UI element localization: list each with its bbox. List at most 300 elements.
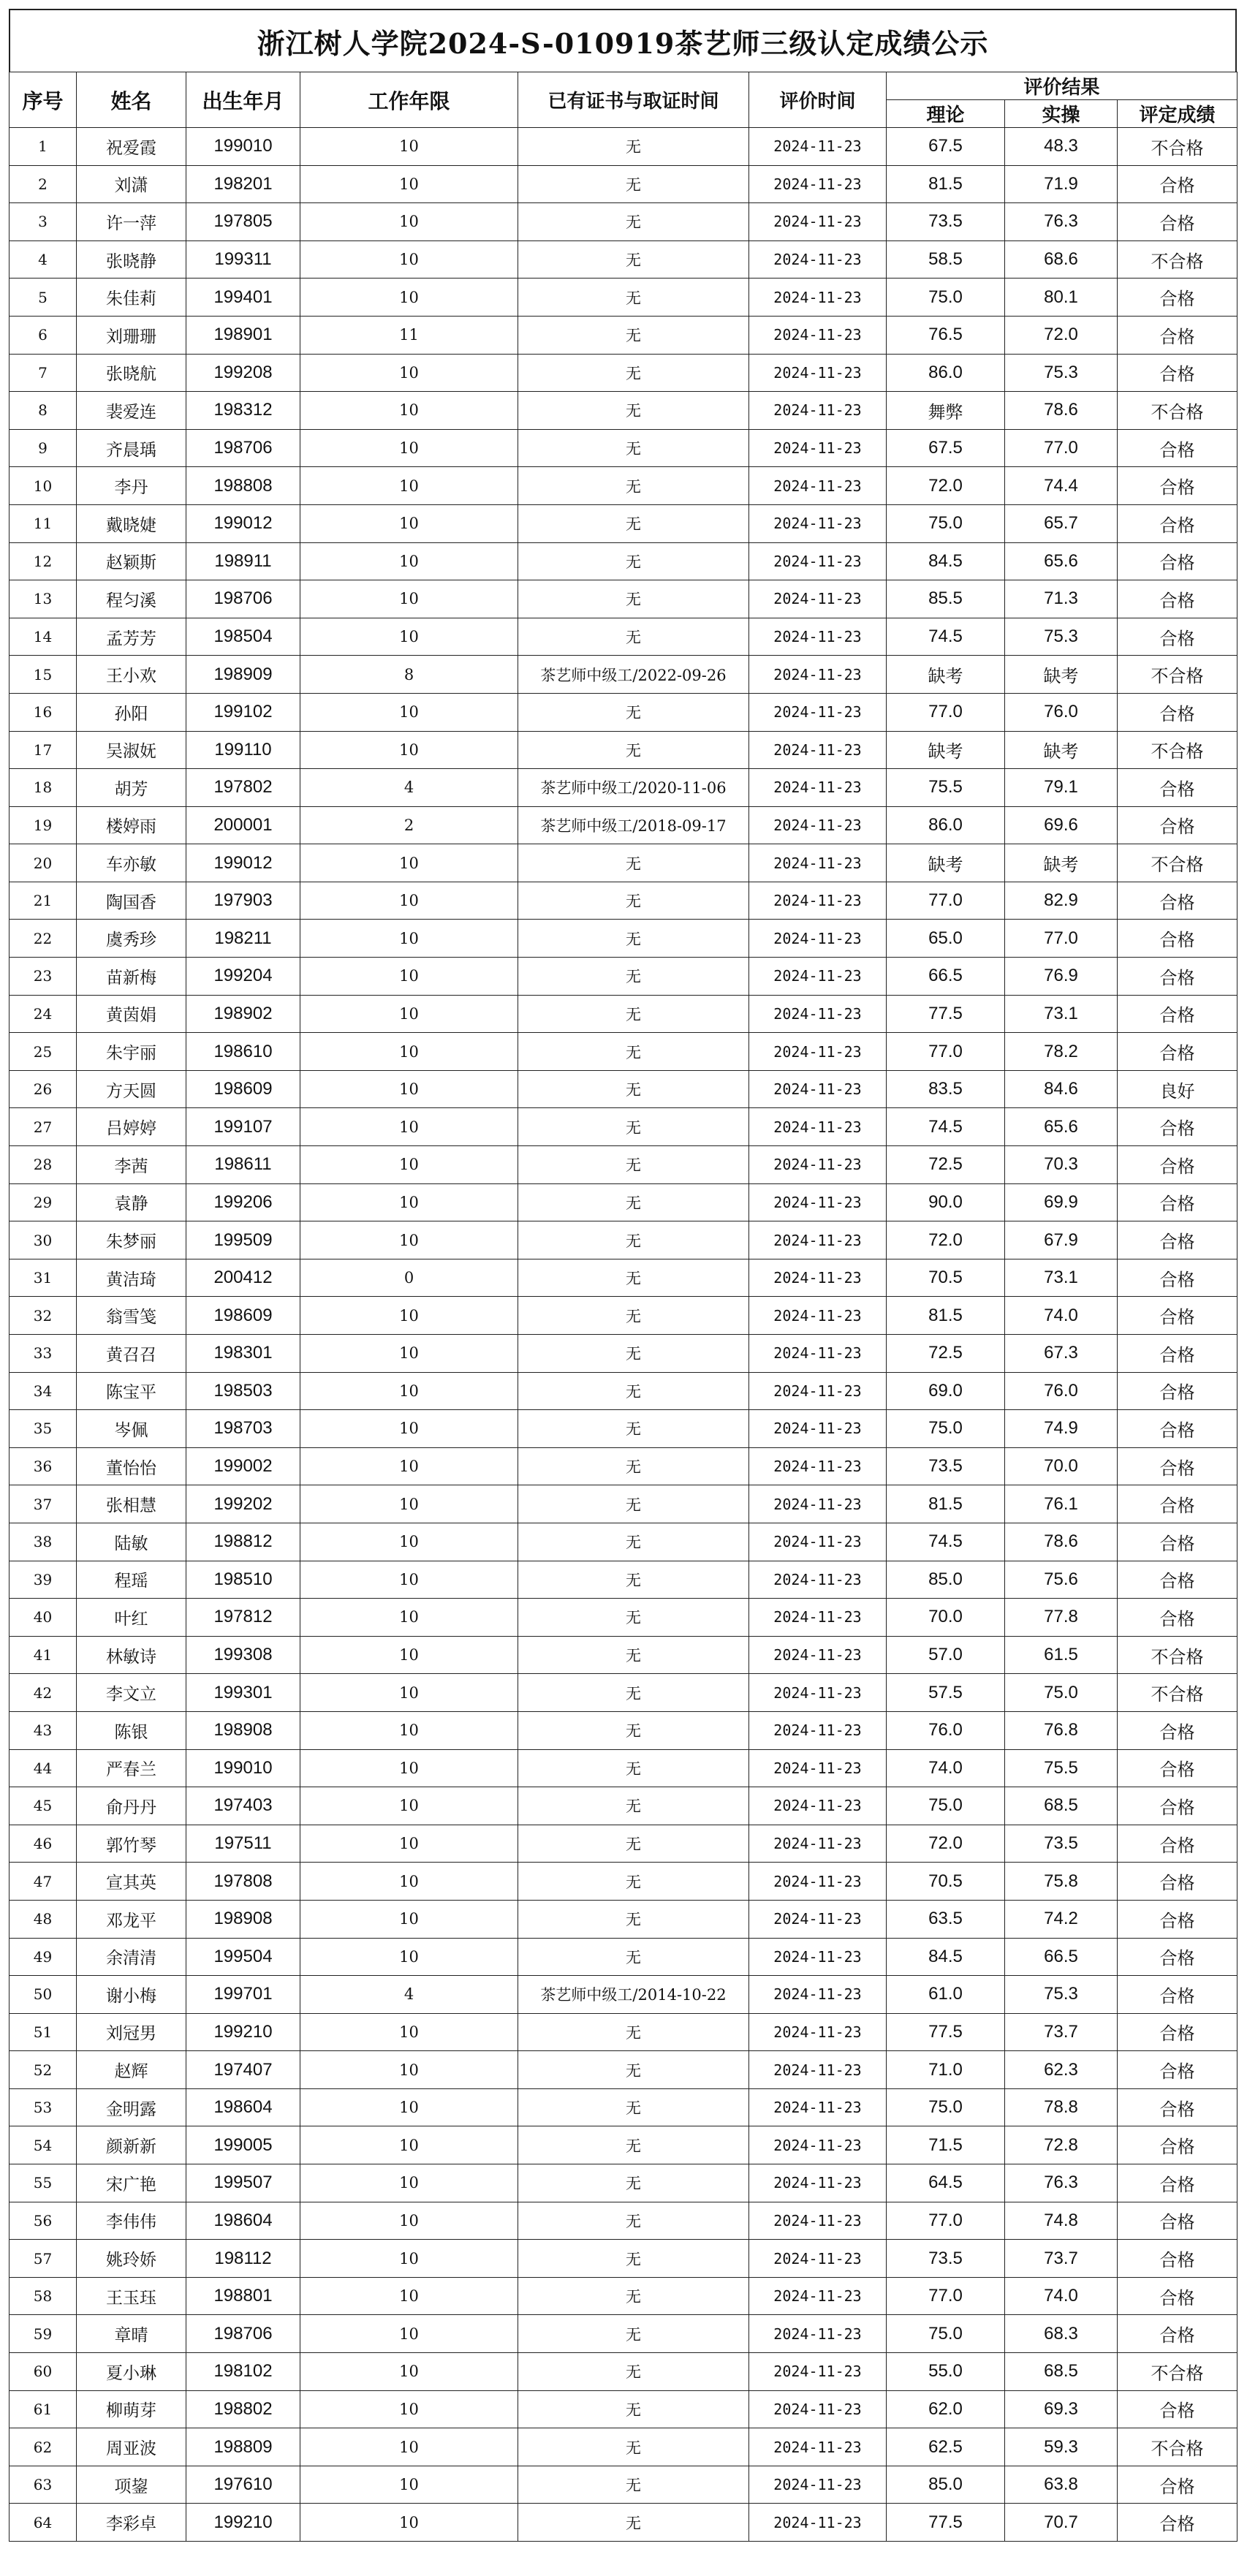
cell-cert: 无: [518, 1749, 749, 1787]
cell-theory: 63.5: [887, 1900, 1005, 1938]
cell-practice: 75.3: [1005, 1976, 1118, 2014]
cell-cert: 无: [518, 240, 749, 279]
cell-years: 10: [300, 1523, 518, 1561]
cell-result: 合格: [1118, 1183, 1237, 1221]
cell-theory: 85.0: [887, 1561, 1005, 1599]
cell-birth: 198908: [186, 1900, 300, 1938]
cell-years: 10: [300, 1749, 518, 1787]
cell-result: 合格: [1118, 429, 1237, 467]
cell-theory: 55.0: [887, 2353, 1005, 2391]
cell-name: 黄洁琦: [77, 1259, 186, 1297]
cell-birth: 198909: [186, 656, 300, 694]
cell-name: 项鋆: [77, 2466, 186, 2504]
cell-practice: 73.7: [1005, 2013, 1118, 2051]
cell-practice: 78.6: [1005, 1523, 1118, 1561]
cell-theory: 缺考: [887, 844, 1005, 882]
cell-name: 齐晨瑀: [77, 429, 186, 467]
cell-birth: 199701: [186, 1976, 300, 2014]
cell-no: 55: [10, 2164, 77, 2202]
cell-result: 合格: [1118, 1938, 1237, 1976]
cell-eval-date: 2024-11-23: [749, 2126, 887, 2164]
cell-birth: 199301: [186, 1674, 300, 1712]
cell-cert: 无: [518, 1297, 749, 1335]
cell-eval-date: 2024-11-23: [749, 958, 887, 996]
cell-eval-date: 2024-11-23: [749, 2466, 887, 2504]
cell-birth: 199202: [186, 1485, 300, 1523]
cell-birth: 198812: [186, 1523, 300, 1561]
cell-name: 李伟伟: [77, 2202, 186, 2240]
cell-practice: 73.7: [1005, 2240, 1118, 2278]
table-row: [10, 1976, 1237, 2014]
table-row: [10, 1447, 1237, 1485]
table-row: [10, 1523, 1237, 1561]
cell-eval-date: 2024-11-23: [749, 882, 887, 920]
cell-name: 岑佩: [77, 1410, 186, 1448]
cell-name: 翁雪笺: [77, 1297, 186, 1335]
cell-name: 陶国香: [77, 882, 186, 920]
cell-theory: 75.0: [887, 1410, 1005, 1448]
cell-name: 刘潇: [77, 165, 186, 203]
cell-theory: 90.0: [887, 1183, 1005, 1221]
cell-theory: 72.5: [887, 1335, 1005, 1373]
cell-result: 合格: [1118, 467, 1237, 505]
cell-no: 49: [10, 1938, 77, 1976]
cell-years: 10: [300, 2353, 518, 2391]
cell-no: 5: [10, 279, 77, 317]
cell-years: 10: [300, 392, 518, 430]
cell-years: 10: [300, 882, 518, 920]
table-row: [10, 1787, 1237, 1825]
cell-practice: 75.3: [1005, 354, 1118, 392]
cell-years: 10: [300, 2277, 518, 2315]
cell-name: 董怡怡: [77, 1447, 186, 1485]
cell-no: 29: [10, 1183, 77, 1221]
cell-birth: 198609: [186, 1070, 300, 1108]
cell-name: 黄召召: [77, 1335, 186, 1373]
cell-eval-date: 2024-11-23: [749, 1372, 887, 1410]
cell-theory: 74.5: [887, 1108, 1005, 1146]
cell-eval-date: 2024-11-23: [749, 618, 887, 656]
cell-cert: 无: [518, 2277, 749, 2315]
table-row: [10, 2202, 1237, 2240]
cell-theory: 77.0: [887, 2277, 1005, 2315]
table-row: [10, 1259, 1237, 1297]
cell-name: 张相慧: [77, 1485, 186, 1523]
cell-years: 10: [300, 504, 518, 542]
cell-practice: 76.3: [1005, 203, 1118, 241]
cell-result: 合格: [1118, 2202, 1237, 2240]
cell-cert: 无: [518, 1146, 749, 1184]
table-row: [10, 618, 1237, 656]
cell-cert: 无: [518, 693, 749, 731]
cell-name: 谢小梅: [77, 1976, 186, 2014]
cell-birth: 198312: [186, 392, 300, 430]
cell-eval-date: 2024-11-23: [749, 693, 887, 731]
cell-result: 合格: [1118, 995, 1237, 1033]
cell-birth: 199509: [186, 1221, 300, 1259]
cell-practice: 72.0: [1005, 316, 1118, 354]
cell-years: 10: [300, 467, 518, 505]
cell-cert: 无: [518, 1033, 749, 1071]
cell-years: 10: [300, 542, 518, 580]
table-row: [10, 354, 1237, 392]
cell-theory: 77.0: [887, 693, 1005, 731]
cell-cert: 无: [518, 2051, 749, 2089]
cell-no: 33: [10, 1335, 77, 1373]
cell-no: 44: [10, 1749, 77, 1787]
cell-no: 18: [10, 769, 77, 807]
table-row: [10, 165, 1237, 203]
cell-practice: 74.0: [1005, 2277, 1118, 2315]
table-row: [10, 1561, 1237, 1599]
cell-birth: 199107: [186, 1108, 300, 1146]
cell-years: 10: [300, 2051, 518, 2089]
cell-theory: 65.0: [887, 920, 1005, 958]
cell-practice: 73.5: [1005, 1825, 1118, 1863]
cell-no: 4: [10, 240, 77, 279]
cell-no: 31: [10, 1259, 77, 1297]
cell-no: 10: [10, 467, 77, 505]
cell-birth: 197808: [186, 1863, 300, 1901]
cell-result: 不合格: [1118, 844, 1237, 882]
cell-no: 36: [10, 1447, 77, 1485]
cell-birth: 199010: [186, 128, 300, 166]
table-row: [10, 1335, 1237, 1373]
cell-cert: 无: [518, 392, 749, 430]
cell-birth: 199507: [186, 2164, 300, 2202]
table-row: [10, 2013, 1237, 2051]
cell-name: 姚玲娇: [77, 2240, 186, 2278]
cell-eval-date: 2024-11-23: [749, 2353, 887, 2391]
cell-eval-date: 2024-11-23: [749, 392, 887, 430]
cell-no: 12: [10, 542, 77, 580]
table-row: [10, 920, 1237, 958]
cell-result: 合格: [1118, 1787, 1237, 1825]
cell-name: 李丹: [77, 467, 186, 505]
cell-years: 10: [300, 580, 518, 618]
cell-eval-date: 2024-11-23: [749, 580, 887, 618]
cell-eval-date: 2024-11-23: [749, 2051, 887, 2089]
cell-result: 不合格: [1118, 240, 1237, 279]
table-row: [10, 1825, 1237, 1863]
cell-name: 祝爱霞: [77, 128, 186, 166]
cell-cert: 无: [518, 1410, 749, 1448]
cell-years: 10: [300, 1297, 518, 1335]
cell-years: 10: [300, 429, 518, 467]
header-birth: 出生年月: [186, 72, 300, 128]
table-row: [10, 1108, 1237, 1146]
cell-years: 10: [300, 2504, 518, 2542]
cell-result: 合格: [1118, 1561, 1237, 1599]
cell-result: 良好: [1118, 1070, 1237, 1108]
cell-cert: 无: [518, 1070, 749, 1108]
table-row: [10, 1221, 1237, 1259]
cell-name: 裴爱连: [77, 392, 186, 430]
cell-cert: 无: [518, 2466, 749, 2504]
cell-no: 54: [10, 2126, 77, 2164]
cell-no: 25: [10, 1033, 77, 1071]
cell-cert: 无: [518, 354, 749, 392]
cell-result: 合格: [1118, 2504, 1237, 2542]
cell-name: 朱佳莉: [77, 279, 186, 317]
cell-no: 62: [10, 2428, 77, 2466]
cell-theory: 73.5: [887, 2240, 1005, 2278]
cell-name: 吴淑妩: [77, 731, 186, 769]
cell-cert: 茶艺师中级工/2014-10-22: [518, 1976, 749, 2014]
cell-eval-date: 2024-11-23: [749, 240, 887, 279]
cell-eval-date: 2024-11-23: [749, 1410, 887, 1448]
cell-birth: 198808: [186, 467, 300, 505]
cell-no: 8: [10, 392, 77, 430]
cell-result: 合格: [1118, 2390, 1237, 2428]
cell-eval-date: 2024-11-23: [749, 354, 887, 392]
cell-eval-date: 2024-11-23: [749, 1523, 887, 1561]
cell-years: 10: [300, 279, 518, 317]
cell-no: 6: [10, 316, 77, 354]
cell-eval-date: 2024-11-23: [749, 920, 887, 958]
cell-eval-date: 2024-11-23: [749, 128, 887, 166]
cell-result: 不合格: [1118, 1674, 1237, 1712]
table-row: [10, 656, 1237, 694]
cell-result: 合格: [1118, 542, 1237, 580]
cell-result: 合格: [1118, 806, 1237, 844]
cell-practice: 67.9: [1005, 1221, 1118, 1259]
cell-eval-date: 2024-11-23: [749, 2088, 887, 2126]
cell-birth: 198901: [186, 316, 300, 354]
cell-theory: 64.5: [887, 2164, 1005, 2202]
cell-eval-date: 2024-11-23: [749, 467, 887, 505]
cell-years: 10: [300, 1108, 518, 1146]
cell-result: 合格: [1118, 1825, 1237, 1863]
cell-result: 合格: [1118, 504, 1237, 542]
cell-theory: 81.5: [887, 165, 1005, 203]
cell-no: 19: [10, 806, 77, 844]
cell-cert: 无: [518, 279, 749, 317]
cell-years: 2: [300, 806, 518, 844]
table-row: [10, 2088, 1237, 2126]
table-row: [10, 2277, 1237, 2315]
cell-cert: 无: [518, 429, 749, 467]
cell-years: 10: [300, 1447, 518, 1485]
cell-birth: 198201: [186, 165, 300, 203]
cell-cert: 无: [518, 1561, 749, 1599]
cell-name: 颜新新: [77, 2126, 186, 2164]
cell-name: 叶红: [77, 1599, 186, 1637]
cell-result: 合格: [1118, 1410, 1237, 1448]
cell-name: 邓龙平: [77, 1900, 186, 1938]
cell-practice: 73.1: [1005, 995, 1118, 1033]
cell-years: 10: [300, 1674, 518, 1712]
cell-cert: 无: [518, 1599, 749, 1637]
cell-birth: 198703: [186, 1410, 300, 1448]
cell-name: 李文立: [77, 1674, 186, 1712]
cell-result: 合格: [1118, 1108, 1237, 1146]
table-row: [10, 995, 1237, 1033]
cell-result: 不合格: [1118, 2353, 1237, 2391]
cell-theory: 77.0: [887, 2202, 1005, 2240]
cell-cert: 无: [518, 882, 749, 920]
cell-name: 金明露: [77, 2088, 186, 2126]
table-row: [10, 693, 1237, 731]
table-row: [10, 1372, 1237, 1410]
cell-theory: 70.5: [887, 1863, 1005, 1901]
cell-birth: 198706: [186, 2315, 300, 2353]
cell-eval-date: 2024-11-23: [749, 1863, 887, 1901]
cell-birth: 197812: [186, 1599, 300, 1637]
cell-no: 15: [10, 656, 77, 694]
cell-result: 不合格: [1118, 392, 1237, 430]
header-eval-date: 评价时间: [749, 72, 887, 128]
header-name: 姓名: [77, 72, 186, 128]
cell-result: 合格: [1118, 279, 1237, 317]
cell-no: 9: [10, 429, 77, 467]
cell-years: 4: [300, 769, 518, 807]
cell-theory: 75.0: [887, 2315, 1005, 2353]
cell-birth: 198604: [186, 2202, 300, 2240]
header-years: 工作年限: [300, 72, 518, 128]
cell-name: 朱宇丽: [77, 1033, 186, 1071]
cell-no: 14: [10, 618, 77, 656]
table-row: [10, 580, 1237, 618]
cell-practice: 76.1: [1005, 1485, 1118, 1523]
cell-cert: 无: [518, 1523, 749, 1561]
cell-no: 3: [10, 203, 77, 241]
cell-name: 夏小琳: [77, 2353, 186, 2391]
cell-theory: 75.0: [887, 279, 1005, 317]
cell-no: 40: [10, 1599, 77, 1637]
cell-name: 余清清: [77, 1938, 186, 1976]
cell-years: 10: [300, 203, 518, 241]
cell-birth: 198112: [186, 2240, 300, 2278]
table-header: [10, 72, 1237, 128]
cell-cert: 无: [518, 2315, 749, 2353]
cell-cert: 无: [518, 1485, 749, 1523]
cell-eval-date: 2024-11-23: [749, 1259, 887, 1297]
cell-result: 合格: [1118, 2164, 1237, 2202]
cell-result: 合格: [1118, 1146, 1237, 1184]
table-row: [10, 2315, 1237, 2353]
cell-birth: 199110: [186, 731, 300, 769]
cell-no: 59: [10, 2315, 77, 2353]
cell-years: 10: [300, 1335, 518, 1373]
cell-practice: 77.8: [1005, 1599, 1118, 1637]
cell-years: 10: [300, 2088, 518, 2126]
cell-years: 10: [300, 1221, 518, 1259]
cell-no: 43: [10, 1711, 77, 1749]
cell-no: 24: [10, 995, 77, 1033]
cell-birth: 199010: [186, 1749, 300, 1787]
cell-years: 10: [300, 920, 518, 958]
cell-no: 50: [10, 1976, 77, 2014]
cell-cert: 无: [518, 504, 749, 542]
cell-practice: 78.2: [1005, 1033, 1118, 1071]
cell-birth: 198801: [186, 2277, 300, 2315]
cell-theory: 81.5: [887, 1485, 1005, 1523]
cell-birth: 198706: [186, 429, 300, 467]
cell-theory: 86.0: [887, 354, 1005, 392]
cell-years: 10: [300, 1561, 518, 1599]
cell-name: 方天圆: [77, 1070, 186, 1108]
cell-result: 合格: [1118, 2240, 1237, 2278]
cell-birth: 197403: [186, 1787, 300, 1825]
cell-no: 34: [10, 1372, 77, 1410]
cell-eval-date: 2024-11-23: [749, 1938, 887, 1976]
cell-cert: 无: [518, 128, 749, 166]
cell-birth: 199311: [186, 240, 300, 279]
cell-no: 16: [10, 693, 77, 731]
cell-no: 23: [10, 958, 77, 996]
cell-theory: 86.0: [887, 806, 1005, 844]
cell-eval-date: 2024-11-23: [749, 2164, 887, 2202]
cell-eval-date: 2024-11-23: [749, 1070, 887, 1108]
table-row: [10, 1485, 1237, 1523]
cell-result: 不合格: [1118, 656, 1237, 694]
cell-theory: 77.5: [887, 2013, 1005, 2051]
cell-eval-date: 2024-11-23: [749, 2390, 887, 2428]
table-row: [10, 2428, 1237, 2466]
cell-eval-date: 2024-11-23: [749, 203, 887, 241]
cell-eval-date: 2024-11-23: [749, 1335, 887, 1373]
cell-practice: 70.3: [1005, 1146, 1118, 1184]
cell-name: 赵辉: [77, 2051, 186, 2089]
cell-practice: 78.6: [1005, 392, 1118, 430]
header-results-group: 评价结果: [887, 72, 1237, 100]
cell-no: 37: [10, 1485, 77, 1523]
cell-years: 10: [300, 2315, 518, 2353]
cell-cert: 无: [518, 2353, 749, 2391]
table-row: [10, 1410, 1237, 1448]
cell-eval-date: 2024-11-23: [749, 1749, 887, 1787]
cell-theory: 74.5: [887, 618, 1005, 656]
header-cert: 已有证书与取证时间: [518, 72, 749, 128]
cell-years: 10: [300, 958, 518, 996]
table-row: [10, 1636, 1237, 1674]
cell-name: 黄茵娟: [77, 995, 186, 1033]
cell-name: 许一萍: [77, 203, 186, 241]
cell-cert: 无: [518, 958, 749, 996]
table-row: [10, 806, 1237, 844]
cell-no: 64: [10, 2504, 77, 2542]
cell-practice: 68.6: [1005, 240, 1118, 279]
cell-birth: 198706: [186, 580, 300, 618]
cell-name: 刘冠男: [77, 2013, 186, 2051]
cell-practice: 73.1: [1005, 1259, 1118, 1297]
cell-no: 51: [10, 2013, 77, 2051]
cell-eval-date: 2024-11-23: [749, 1674, 887, 1712]
cell-result: 合格: [1118, 1523, 1237, 1561]
cell-theory: 舞弊: [887, 392, 1005, 430]
cell-theory: 81.5: [887, 1297, 1005, 1335]
cell-cert: 无: [518, 995, 749, 1033]
cell-cert: 无: [518, 2013, 749, 2051]
cell-cert: 无: [518, 2504, 749, 2542]
cell-no: 60: [10, 2353, 77, 2391]
table-row: [10, 316, 1237, 354]
table-row: [10, 2051, 1237, 2089]
cell-practice: 74.8: [1005, 2202, 1118, 2240]
cell-cert: 无: [518, 920, 749, 958]
cell-eval-date: 2024-11-23: [749, 2202, 887, 2240]
cell-result: 合格: [1118, 1221, 1237, 1259]
table-row: [10, 2466, 1237, 2504]
cell-theory: 72.0: [887, 467, 1005, 505]
cell-years: 10: [300, 2240, 518, 2278]
cell-eval-date: 2024-11-23: [749, 1221, 887, 1259]
cell-no: 57: [10, 2240, 77, 2278]
cell-name: 张晓航: [77, 354, 186, 392]
table-row: [10, 2164, 1237, 2202]
cell-result: 不合格: [1118, 731, 1237, 769]
